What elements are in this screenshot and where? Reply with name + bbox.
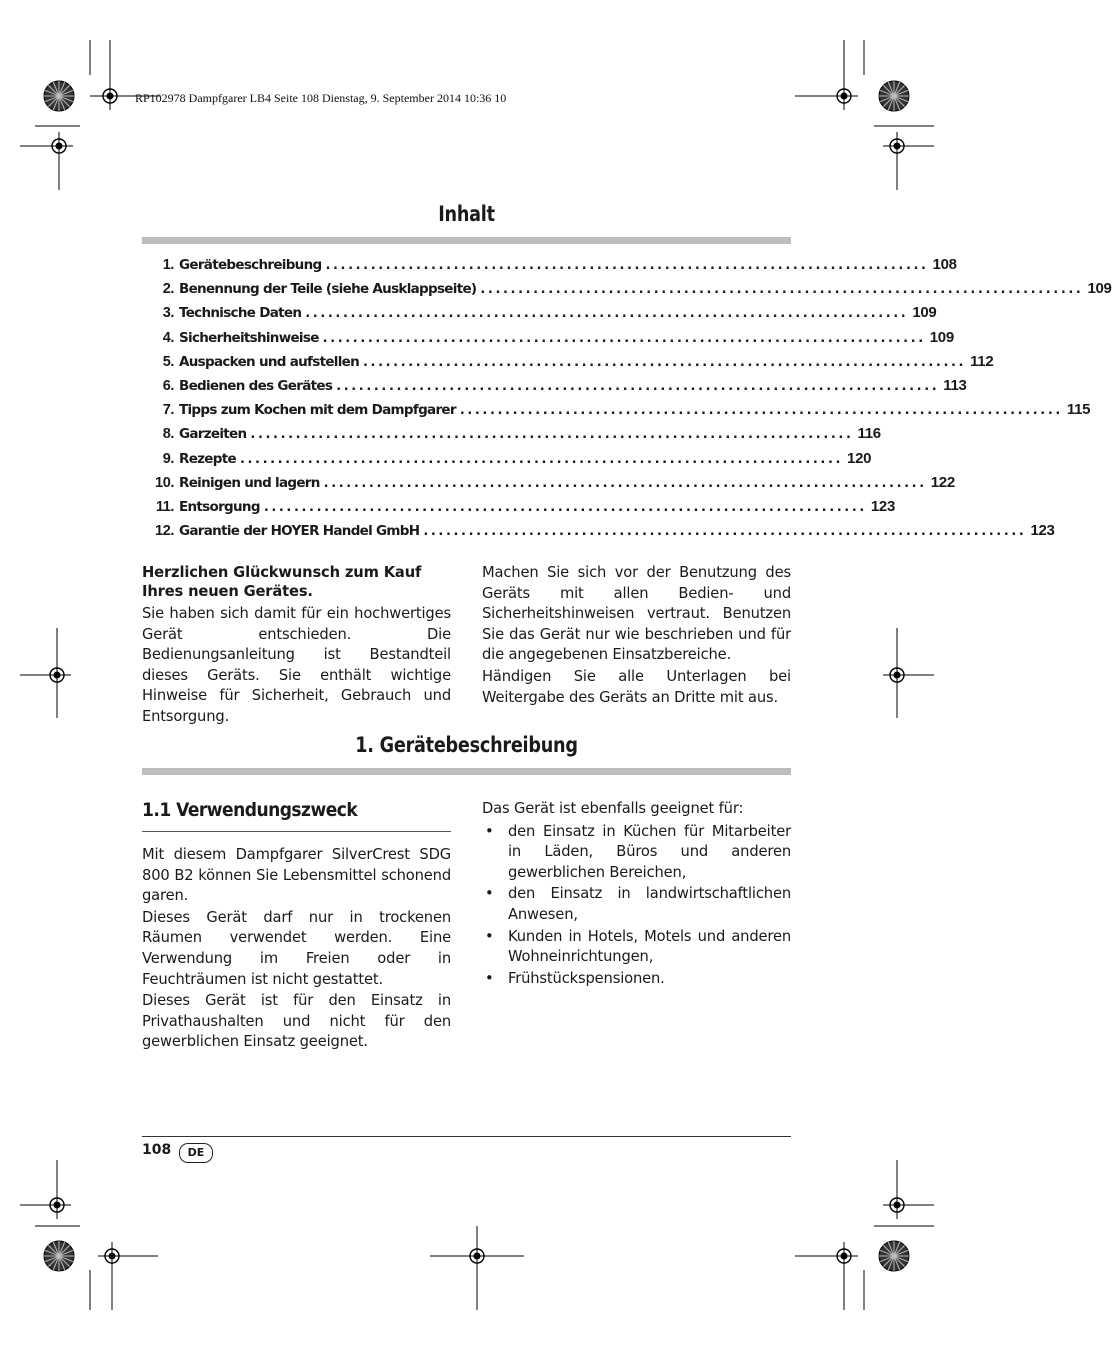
toc-entry-page: 108 [932, 256, 957, 273]
section-heading-rule [142, 768, 791, 775]
toc-entry-page: 123 [1030, 522, 1055, 540]
table-of-contents [142, 256, 1112, 546]
toc-entry-title: Technische Daten [179, 305, 302, 322]
toc-entry[interactable] [142, 280, 1112, 304]
suitable-list [482, 822, 791, 990]
usage-paragraph-2: Dieses Gerät darf nur in trockenen Räumen verwendet werden. Eine Verwendung im Freien oder in Feuchträumen ist nicht gestattet. [142, 908, 451, 988]
toc-entry-title: Sicherheitshinweise [179, 329, 319, 346]
suitable-intro: Das Gerät ist ebenfalls geeignet für: [482, 800, 744, 817]
toc-entry-title: Entsorgung [179, 498, 260, 515]
list-item: • den Einsatz in Küchen für Mitarbeiter in Läden, Büros und anderen gewerblichen Bereichen, [485, 822, 791, 881]
toc-leader-dots: ................................................................................ [263, 499, 867, 515]
toc-leader-dots: ................................................................................ [423, 524, 1027, 540]
toc-entry[interactable] [142, 376, 967, 401]
list-item: • den Einsatz in landwirtschaftlichen Anwesen, [485, 885, 791, 923]
intro-right-column [482, 563, 791, 708]
toc-entry-page: 120 [847, 449, 872, 467]
bullet-icon: • [485, 822, 494, 840]
toc-leader-dots: ................................................................................ [363, 354, 967, 370]
toc-entry[interactable] [142, 328, 954, 353]
congrats-heading: Herzlichen Glückwunsch zum Kauf Ihres neuen Gerätes. [142, 564, 422, 600]
toc-entry-number: 3. [162, 305, 174, 322]
toc-entry-number: 6. [162, 377, 174, 394]
toc-entry-number: 10. [155, 474, 174, 491]
usage-paragraph-1: Mit diesem Dampfgarer SilverCrest SDG 800 B2 können Sie Lebensmittel schonend garen. [142, 846, 451, 905]
toc-entry-number: 2. [162, 281, 174, 298]
toc-entry-number: 11. [155, 498, 174, 515]
toc-leader-dots: ................................................................................ [480, 282, 1084, 298]
footer-rule [142, 1136, 791, 1137]
toc-heading: Inhalt [438, 202, 495, 226]
toc-entry-number: 4. [162, 329, 174, 346]
toc-heading-rule [142, 237, 791, 244]
language-badge: DE [179, 1143, 213, 1163]
toc-leader-dots: ................................................................................ [239, 451, 844, 467]
toc-entry[interactable] [142, 256, 957, 280]
toc-entry-number: 7. [162, 402, 174, 419]
toc-entry-title: Garzeiten [179, 426, 247, 443]
toc-entry-page: 109 [912, 304, 937, 322]
toc-leader-dots: ................................................................................ [459, 403, 1063, 419]
toc-entry-page: 109 [1087, 280, 1112, 298]
print-slug-line: RP102978 Dampfgarer LB4 Seite 108 Dienstag, 9. September 2014 10:36 10 [135, 91, 507, 105]
toc-entry-page: 113 [943, 376, 967, 394]
subsection-heading: 1.1 Verwendungszweck [142, 799, 358, 821]
toc-entry-page: 112 [970, 352, 994, 370]
list-item: • Kunden in Hotels, Motels und anderen Wohneinrichtungen, [485, 927, 791, 966]
toc-leader-dots: ................................................................................ [323, 475, 927, 491]
section-heading: 1. Gerätebeschreibung [355, 733, 578, 757]
toc-entry-title: Reinigen und lagern [179, 474, 320, 491]
toc-entry-title: Garantie der HOYER Handel GmbH [179, 523, 420, 540]
toc-leader-dots: ................................................................................ [336, 378, 940, 394]
section-left-column [142, 845, 451, 1053]
list-item: • Frühstückspensionen. [482, 969, 791, 990]
toc-entry[interactable] [142, 473, 955, 498]
toc-entry-page: 123 [870, 497, 896, 515]
toc-entry-number: 12. [155, 523, 174, 540]
intro-right-paragraph-2: Händigen Sie alle Unterlagen bei Weitergabe des Geräts an Dritte mit aus. [482, 667, 791, 706]
subsection-rule [142, 831, 451, 832]
toc-entry[interactable] [142, 497, 896, 522]
bullet-icon: • [485, 885, 494, 903]
intro-left-paragraph: Sie haben sich damit für ein hochwertiges Gerät entschieden. Die Bedienungsanleitung ist Bestandteil dieses Geräts. Sie enthält wichtige Hinweise für Sicherheit, Gebrauch und Entsorgung. [142, 605, 451, 725]
toc-entry-title: Tipps zum Kochen mit dem Dampfgarer [179, 402, 456, 419]
toc-entry[interactable] [142, 304, 937, 328]
toc-entry[interactable] [142, 352, 994, 377]
intro-left-column [142, 563, 451, 728]
toc-leader-dots: ................................................................................ [305, 306, 909, 322]
toc-entry[interactable] [142, 425, 881, 449]
toc-entry[interactable] [142, 449, 872, 474]
toc-entry-page: 115 [1066, 401, 1091, 419]
bullet-icon: • [485, 927, 494, 945]
toc-entry-title: Bedienen des Gerätes [179, 377, 333, 394]
toc-entry-page: 116 [857, 425, 881, 443]
toc-leader-dots: ................................................................................ [322, 330, 926, 346]
toc-leader-dots: ................................................................................ [250, 427, 854, 443]
page-number: 108 [142, 1142, 172, 1158]
toc-entry[interactable] [142, 522, 1055, 546]
toc-entry-title: Benennung der Teile (siehe Ausklappseite) [179, 281, 477, 298]
toc-leader-dots: ................................................................................ [325, 258, 929, 273]
toc-entry-page: 109 [929, 328, 954, 346]
toc-entry-number: 5. [162, 353, 174, 370]
toc-entry-number: 8. [162, 426, 174, 443]
intro-right-paragraph-1: Machen Sie sich vor der Benutzung des Geräts mit allen Bedien- und Sicherheitshinweisen vertraut. Benutzen Sie das Gerät nur wie beschrieben und für die angegebenen Einsatzbereiche. [482, 564, 791, 664]
toc-entry-title: Rezepte [179, 450, 236, 467]
toc-entry-title: Auspacken und aufstellen [179, 353, 359, 370]
toc-entry[interactable] [142, 401, 1091, 425]
toc-entry-number: 1. [162, 257, 174, 273]
section-right-column [482, 799, 791, 989]
bullet-icon: • [485, 969, 494, 987]
toc-entry-page: 122 [930, 473, 955, 491]
toc-entry-title: Gerätebeschreibung [179, 257, 322, 273]
toc-entry-number: 9. [162, 450, 174, 467]
usage-paragraph-3: Dieses Gerät ist für den Einsatz in Privathaushalten und nicht für den gewerblichen Einsatz geeignet. [142, 992, 451, 1051]
